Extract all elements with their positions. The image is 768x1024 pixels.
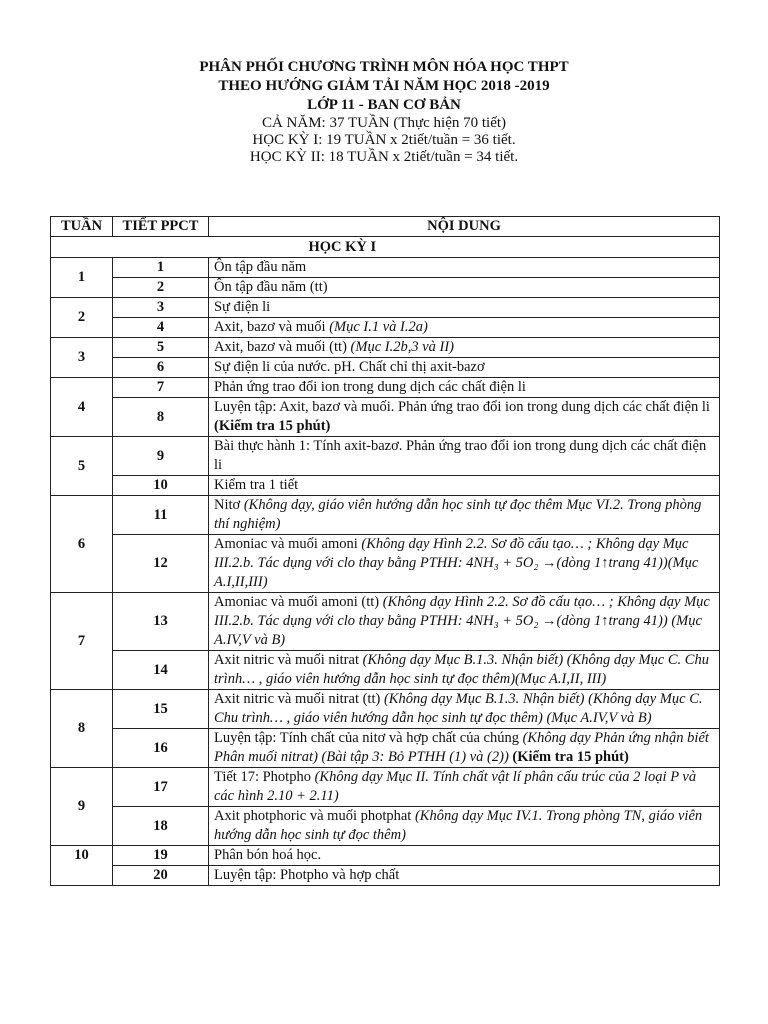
content-cell: Luyện tập: Axit, bazơ và muối. Phản ứng trao đổi ion trong dung dịch các chất điện li (Kiểm tra 15 phút) <box>209 398 720 437</box>
period-cell: 2 <box>113 278 209 298</box>
week-cell: 2 <box>51 298 113 338</box>
table-row <box>51 318 720 338</box>
content-cell: Phản ứng trao đổi ion trong dung dịch các chất điện li <box>209 378 720 398</box>
table-row <box>51 593 720 651</box>
week-cell: 8 <box>51 690 113 768</box>
semester-row <box>51 237 720 258</box>
title-line-1: PHÂN PHỐI CHƯƠNG TRÌNH MÔN HÓA HỌC THPT <box>199 59 569 75</box>
document-header <box>0 58 768 166</box>
period-cell: 18 <box>113 807 209 846</box>
content-cell: Ôn tập đầu năm (tt) <box>209 278 720 298</box>
col-header-content: NỘI DUNG <box>209 217 720 237</box>
period-cell: 5 <box>113 338 209 358</box>
table-row <box>51 535 720 593</box>
period-cell: 11 <box>113 496 209 535</box>
content-cell: Axit nitric và muối nitrat (Không dạy Mục B.1.3. Nhận biết) (Không dạy Mục C. Chu trình… , giáo viên hướng dẫn học sinh tự đọc thêm)(Mục A.I,II, III) <box>209 651 720 690</box>
subtitle-semester-2: HỌC KỲ II: 18 TUẦN x 2tiết/tuần = 34 tiết. <box>249 149 519 165</box>
table-row <box>51 690 720 729</box>
content-cell: Ôn tập đầu năm <box>209 258 720 278</box>
content-cell: Axit, bazơ và muối (tt) (Mục I.2b,3 và II) <box>209 338 720 358</box>
curriculum-table <box>50 216 720 886</box>
content-cell: Sự điện li <box>209 298 720 318</box>
week-cell: 6 <box>51 496 113 593</box>
period-cell: 3 <box>113 298 209 318</box>
table-row <box>51 378 720 398</box>
content-cell: Sự điện li của nước. pH. Chất chỉ thị axit-bazơ <box>209 358 720 378</box>
period-cell: 19 <box>113 846 209 866</box>
period-cell: 20 <box>113 866 209 886</box>
content-cell: Axit nitric và muối nitrat (tt) (Không dạy Mục B.1.3. Nhận biết) (Không dạy Mục C. Chu trình… , giáo viên hướng dẫn học sinh tự đọc thêm) (Mục A.IV,V và B) <box>209 690 720 729</box>
week-cell: 4 <box>51 378 113 437</box>
col-header-week: TUẦN <box>51 217 113 237</box>
week-cell: 7 <box>51 593 113 690</box>
period-cell: 8 <box>113 398 209 437</box>
table-row <box>51 298 720 318</box>
content-cell: Bài thực hành 1: Tính axit-bazơ. Phản ứng trao đổi ion trong dung dịch các chất điện li <box>209 437 720 476</box>
content-cell: Luyện tập: Photpho và hợp chất <box>209 866 720 886</box>
week-cell: 9 <box>51 768 113 846</box>
period-cell: 1 <box>113 258 209 278</box>
table-row <box>51 866 720 886</box>
content-cell: Nitơ (Không dạy, giáo viên hướng dẫn học sinh tự đọc thêm Mục VI.2. Trong phòng thí nghiệm) <box>209 496 720 535</box>
period-cell: 13 <box>113 593 209 651</box>
table-row <box>51 278 720 298</box>
period-cell: 4 <box>113 318 209 338</box>
table-row <box>51 358 720 378</box>
period-cell: 14 <box>113 651 209 690</box>
period-cell: 10 <box>113 476 209 496</box>
table-row <box>51 258 720 278</box>
table-row <box>51 729 720 768</box>
title-line-2: THEO HƯỚNG GIẢM TẢI NĂM HỌC 2018 -2019 <box>218 78 550 94</box>
subtitle-year: CẢ NĂM: 37 TUẦN (Thực hiện 70 tiết) <box>261 115 507 131</box>
period-cell: 9 <box>113 437 209 476</box>
week-cell: 3 <box>51 338 113 378</box>
content-cell: Amoniac và muối amoni (Không dạy Hình 2.2. Sơ đồ cấu tạo… ; Không dạy Mục III.2.b. Tác dụng với clo thay bằng PTHH: 4NH₃ + 5O₂ →(dòng 1↑trang 41))(Mục A.I,II,III) <box>209 535 720 593</box>
week-cell: 10 <box>51 846 113 886</box>
table-row <box>51 476 720 496</box>
period-cell: 15 <box>113 690 209 729</box>
content-cell: Axit, bazơ và muối (Mục I.1 và I.2a) <box>209 318 720 338</box>
subtitle-semester-1: HỌC KỲ I: 19 TUẦN x 2tiết/tuần = 36 tiết. <box>252 132 516 148</box>
content-cell: Luyện tập: Tính chất của nitơ và hợp chất của chúng (Không dạy Phản ứng nhận biết Phân muối nitrat) (Bài tập 3: Bỏ PTHH (1) và (2)) (Kiểm tra 15 phút) <box>209 729 720 768</box>
period-cell: 12 <box>113 535 209 593</box>
week-cell: 5 <box>51 437 113 496</box>
table-row <box>51 398 720 437</box>
content-cell: Axit photphoric và muối photphat (Không dạy Mục IV.1. Trong phòng TN, giáo viên hướng dẫn học sinh tự đọc thêm) <box>209 807 720 846</box>
table-row <box>51 846 720 866</box>
table-row <box>51 338 720 358</box>
content-cell: Phân bón hoá học. <box>209 846 720 866</box>
col-header-period: TIẾT PPCT <box>113 217 209 237</box>
table-row <box>51 651 720 690</box>
table-row <box>51 496 720 535</box>
period-cell: 6 <box>113 358 209 378</box>
period-cell: 17 <box>113 768 209 807</box>
table-header-row <box>51 217 720 237</box>
semester-label: HỌC KỲ I <box>209 237 720 258</box>
content-cell: Tiết 17: Photpho (Không dạy Mục II. Tính chất vật lí phân cấu trúc của 2 loại P và các hình 2.10 + 2.11) <box>209 768 720 807</box>
period-cell: 7 <box>113 378 209 398</box>
period-cell: 16 <box>113 729 209 768</box>
content-cell: Kiểm tra 1 tiết <box>209 476 720 496</box>
table-row <box>51 768 720 807</box>
content-cell: Amoniac và muối amoni (tt) (Không dạy Hình 2.2. Sơ đồ cấu tạo… ; Không dạy Mục III.2.b. Tác dụng với clo thay bằng PTHH: 4NH₃ + 5O₂ →(dòng 1↑trang 41)) (Mục A.IV,V và B) <box>209 593 720 651</box>
table-row <box>51 437 720 476</box>
title-line-3: LỚP 11 - BAN CƠ BẢN <box>307 97 461 113</box>
table-row <box>51 807 720 846</box>
week-cell: 1 <box>51 258 113 298</box>
